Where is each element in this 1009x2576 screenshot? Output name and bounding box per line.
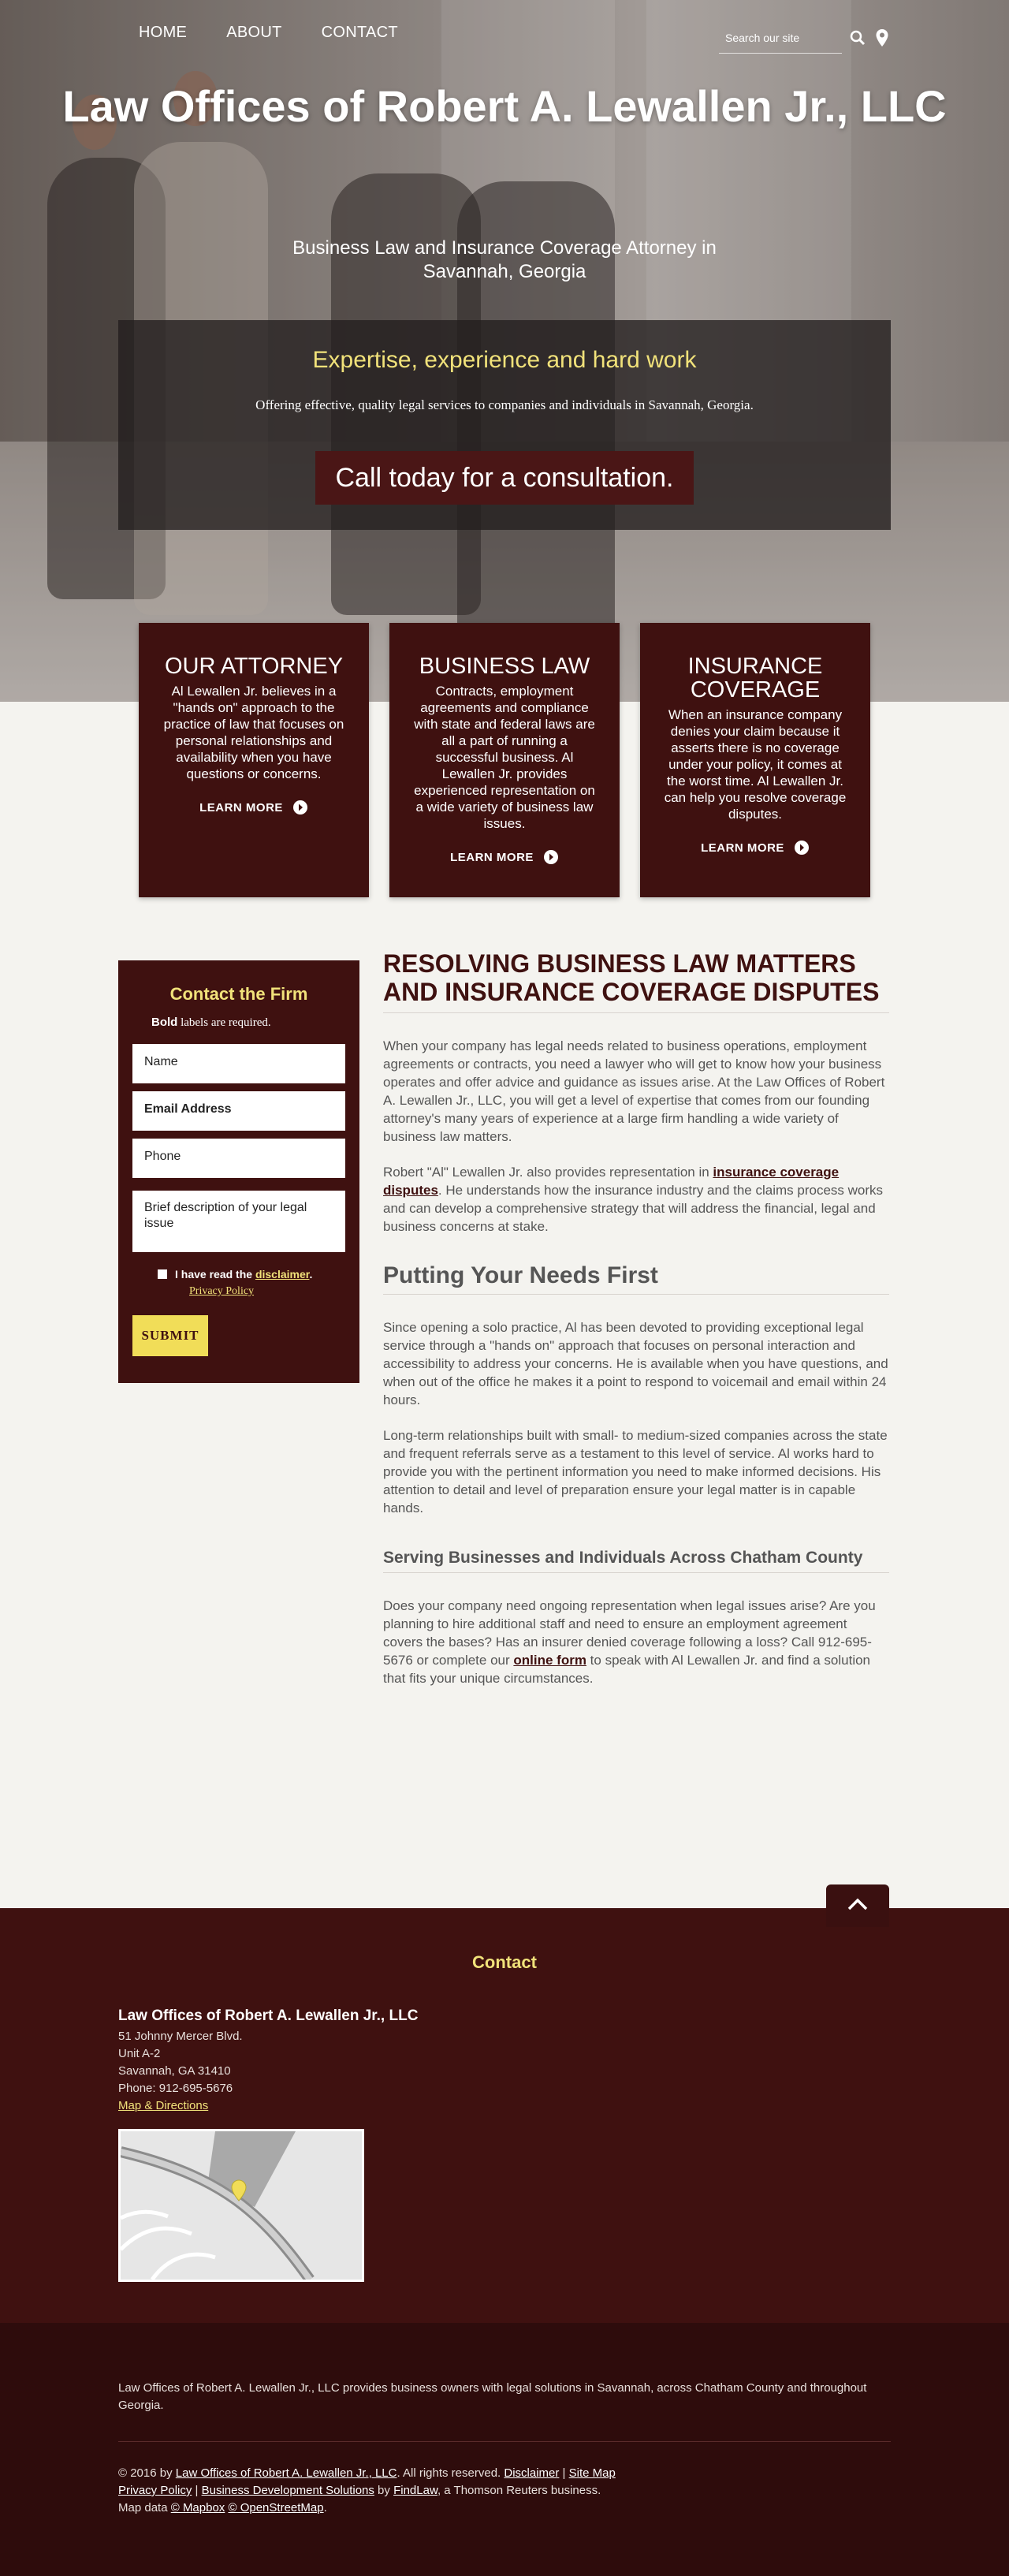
by-text: by: [374, 2484, 394, 2497]
separator: |: [559, 2466, 569, 2480]
learn-more-link[interactable]: [701, 840, 810, 856]
nav-home[interactable]: HOME: [139, 24, 188, 41]
nav-about[interactable]: ABOUT: [226, 24, 282, 41]
footer-address: [118, 2007, 418, 2115]
bds-link[interactable]: Business Development Solutions: [201, 2484, 374, 2497]
page-subtitle: Business Law and Insurance Coverage Attorney in Savannah, Georgia: [292, 237, 717, 282]
tr-text: , a Thomson Reuters business.: [437, 2484, 601, 2497]
content-paragraph: [383, 1163, 889, 1236]
card-insurance-coverage[interactable]: [640, 623, 870, 897]
copyright-line: [118, 2465, 891, 2482]
footer-heading: Contact: [472, 1952, 537, 1972]
learn-more-label: LEARN MORE: [450, 850, 534, 864]
map-data-text: Map data: [118, 2501, 171, 2514]
map-data-line: [118, 2500, 891, 2517]
credits-line: [118, 2482, 891, 2500]
site-map-link[interactable]: Site Map: [568, 2466, 616, 2480]
content-paragraph: Since opening a solo practice, Al has been devoted to providing exceptional legal service through a "hands on" approach that focuses on personal interaction and accessibility to address your concerns. He is available when you have questions, and when out of the office he makes it a point to respond to voicemail and email within 24 hours.: [383, 1320, 888, 1407]
card-our-attorney[interactable]: [139, 623, 369, 897]
footer-divider: [118, 2441, 891, 2442]
address-street: 51 Johnny Mercer Blvd.: [118, 2030, 243, 2043]
address-phone: Phone: 912-695-5676: [118, 2082, 233, 2095]
content-paragraph: [383, 1597, 889, 1687]
email-field[interactable]: Email Address: [132, 1091, 345, 1131]
footer-blurb: Law Offices of Robert A. Lewallen Jr., LLC provides business owners with legal solutions in Savannah, across Chatham County and throughout Georgia.: [118, 2381, 867, 2412]
content-paragraph: Long-term relationships built with small- to medium-sized companies across the state and frequent referrals serve as a testament to this level of service. Al works hard to provide you with the pertinent information you need to make informed decisions. His attention to detail and level of preparation ensure your legal matter is in capable hands.: [383, 1428, 888, 1515]
disclaimer-link[interactable]: disclaimer: [255, 1268, 310, 1281]
learn-more-label: LEARN MORE: [701, 841, 784, 855]
address-unit: Unit A-2: [118, 2047, 161, 2060]
hero-panel-text: Offering effective, quality legal services to companies and individuals in Savannah, Georgia.: [255, 397, 754, 412]
message-field[interactable]: Brief description of your legal issue: [132, 1191, 345, 1252]
card-text: Al Lewallen Jr. believes in a "hands on" approach to the practice of law that focuses on personal relationships and availability when you have questions or concerns.: [163, 684, 344, 781]
footer-copyright: [118, 2465, 891, 2517]
required-note: [151, 1016, 271, 1030]
card-title: BUSINESS LAW: [419, 654, 590, 679]
findlaw-link[interactable]: FindLaw: [393, 2484, 437, 2497]
rights-text: . All rights reserved.: [397, 2466, 504, 2480]
disclaimer-checkbox-row: [158, 1268, 312, 1281]
privacy-footer-link[interactable]: Privacy Policy: [118, 2484, 192, 2497]
learn-more-link[interactable]: [450, 849, 559, 865]
period-text: .: [323, 2501, 327, 2514]
card-title: OUR ATTORNEY: [164, 654, 344, 679]
separator: |: [192, 2484, 202, 2497]
map-graphic: [121, 2131, 362, 2280]
learn-more-label: LEARN MORE: [199, 800, 283, 815]
section-heading: Putting Your Needs First: [383, 1262, 889, 1295]
content-heading: RESOLVING BUSINESS LAW MATTERS AND INSURANCE COVERAGE DISPUTES: [383, 949, 889, 1013]
arrow-circle-icon: [794, 840, 810, 856]
submit-button[interactable]: SUBMIT: [132, 1315, 208, 1356]
arrow-circle-icon: [292, 800, 308, 815]
learn-more-link[interactable]: [199, 800, 308, 815]
footer: [0, 1908, 1009, 2323]
disclaimer-checkbox[interactable]: [158, 1269, 167, 1279]
required-note-text: labels are required.: [177, 1016, 271, 1029]
map-directions-link[interactable]: Map & Directions: [118, 2099, 209, 2112]
paragraph-text: . He understands how the insurance industry and the claims process works and can develop a comprehensive strategy that will address the financial, legal and business concerns at stake.: [383, 1183, 884, 1234]
disclaimer-footer-link[interactable]: Disclaimer: [504, 2466, 560, 2480]
form-heading: Contact the Firm: [169, 984, 308, 1004]
search-input[interactable]: Search our site: [719, 27, 842, 54]
online-form-link[interactable]: online form: [513, 1653, 586, 1668]
chevron-up-icon: [847, 1897, 869, 1911]
name-field[interactable]: Name: [132, 1044, 345, 1083]
address-city: Savannah, GA 31410: [118, 2064, 231, 2078]
card-title: INSURANCE COVERAGE: [687, 654, 823, 703]
subsection-heading: Serving Businesses and Individuals Across Chatham County: [383, 1549, 889, 1573]
required-note-bold: Bold: [151, 1016, 178, 1029]
location-map[interactable]: [118, 2129, 364, 2282]
card-text: When an insurance company denies your claim because it asserts there is no coverage under your policy, it comes at the worst time. Al Lewallen Jr. can help you resolve coverage disputes.: [664, 707, 847, 822]
footer-bottom: [0, 2323, 1009, 2576]
page-title: Law Offices of Robert A. Lewallen Jr., LLC: [62, 81, 947, 131]
main-content: [383, 949, 889, 1687]
firm-home-link[interactable]: Law Offices of Robert A. Lewallen Jr., LLC: [175, 2466, 397, 2480]
osm-link[interactable]: © OpenStreetMap: [228, 2501, 324, 2514]
main-nav: [139, 24, 398, 42]
paragraph-text: Does your company need ongoing representation when legal issues arise? Are you planning to hire additional staff and need to ensure an employment agreement covers the bases? Has an insurer denied coverage following a loss? Call 912-695-5676 or complete our: [383, 1598, 876, 1668]
hero-panel: [118, 320, 891, 530]
arrow-circle-icon: [543, 849, 559, 865]
phone-field[interactable]: Phone: [132, 1139, 345, 1178]
privacy-policy-link[interactable]: Privacy Policy: [189, 1285, 255, 1297]
nav-contact[interactable]: CONTACT: [321, 24, 398, 41]
paragraph-text: Robert "Al" Lewallen Jr. also provides representation in: [383, 1165, 713, 1180]
copyright-text: © 2016 by: [118, 2466, 176, 2480]
disclaimer-period: .: [309, 1268, 313, 1281]
content-paragraph: When your company has legal needs related to business operations, employment agreements or contracts, you need a lawyer who will get to know how your business operates and offer advice and guidance as issues arise. At the Law Offices of Robert A. Lewallen Jr., LLC, you will get a level of expertise that comes from our founding attorney's many years of experience at a large firm handling a wide variety of business law matters.: [383, 1038, 885, 1144]
footer-firm-name: Law Offices of Robert A. Lewallen Jr., LLC: [118, 2007, 419, 2024]
card-text: Contracts, employment agreements and compliance with state and federal laws are all a part of running a successful business. Al Lewallen Jr. provides experienced representation on a wide variety of business law issues.: [414, 684, 595, 831]
back-to-top-button[interactable]: [826, 1884, 889, 1927]
hero-banner: [0, 0, 1009, 702]
contact-form: [118, 960, 359, 1383]
disclaimer-label: I have read the: [175, 1268, 255, 1281]
hero-panel-heading: Expertise, experience and hard work: [312, 347, 697, 373]
paragraph-text: to speak with Al Lewallen Jr. and find a solution that fits your unique circumstances.: [383, 1653, 871, 1686]
mapbox-link[interactable]: © Mapbox: [170, 2501, 225, 2514]
consultation-cta-button[interactable]: Call today for a consultation.: [315, 451, 694, 505]
search-icon[interactable]: [850, 30, 866, 46]
card-business-law[interactable]: [389, 623, 620, 897]
insurance-coverage-link[interactable]: insurance coverage disputes: [383, 1165, 840, 1198]
location-pin-icon[interactable]: [875, 28, 889, 47]
